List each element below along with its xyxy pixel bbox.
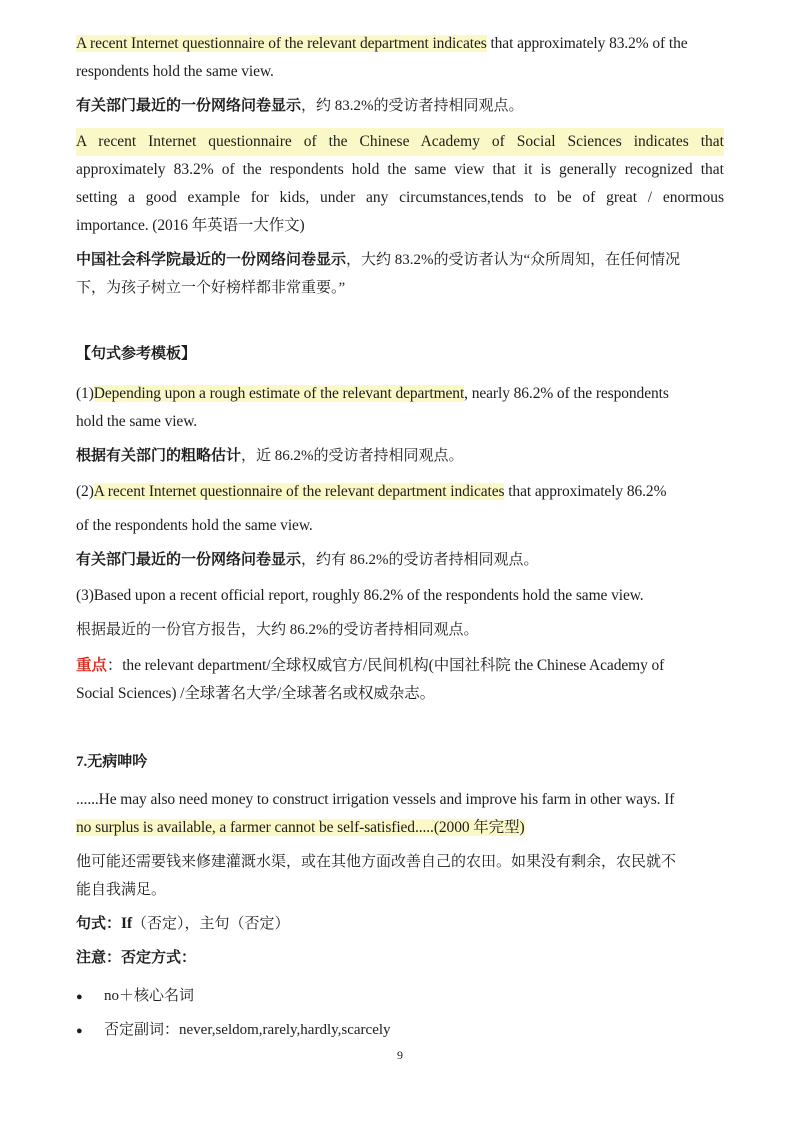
section-7-passage: ......He may also need money to construct irrigation vessels and improve his farm in other ways. If no surplus is available, a farmer cannot be self-satisfied.....(2000 年完型)	[76, 791, 675, 836]
section-title-7: 7.无病呻吟	[76, 754, 148, 770]
key-points: 重点：the relevant department/全球权威官方/民间机构(中国社科院 the Chinese Academy of Social Sciences) /全球著名大学/全球著名或权威杂志。	[76, 657, 665, 702]
example-sentence-2: A recent Internet questionnaire of the Chinese Academy of Social Sciences indicates that approximately 83.2% of the respondents hold the same view that it is generally recognized that setting a good example for kids, under any circumstances,tends to be of great / enormous importance. (2016 年英语一大作文)	[76, 128, 724, 240]
note-heading: 注意：否定方式：	[76, 950, 197, 966]
example-sentence-1: A recent Internet questionnaire of the relevant department indicates that approximately 83.2% of the respondents hold the same view.	[76, 35, 688, 80]
highlighted-phrase: Depending upon a rough estimate of the relevant department	[93, 385, 465, 402]
template-3-translation: 根据最近的一份官方报告，大约 86.2%的受访者持相同观点。	[76, 622, 479, 638]
template-2-translation: 有关部门最近的一份网络问卷显示，约有 86.2%的受访者持相同观点。	[76, 552, 539, 568]
highlighted-phrase: A recent Internet questionnaire of the relevant department indicates	[76, 35, 487, 52]
translation-1: 有关部门最近的一份网络问卷显示，约 83.2%的受访者持相同观点。	[76, 98, 524, 114]
template-3: (3)Based upon a recent official report, roughly 86.2% of the respondents hold the same view.	[76, 587, 644, 604]
translation-2: 中国社会科学院最近的一份网络问卷显示，大约 83.2%的受访者认为“众所周知，在任何情况 下，为孩子树立一个好榜样都非常重要。”	[76, 252, 681, 296]
template-1: (1)Depending upon a rough estimate of the relevant department, nearly 86.2% of the respondents hold the same view.	[76, 385, 669, 430]
section-title-templates: 【句式参考模板】	[76, 346, 197, 362]
list-item: ● no＋核心名词	[76, 982, 194, 1011]
bullet-icon: ●	[76, 1024, 83, 1037]
highlighted-phrase: A recent Internet questionnaire of the relevant department indicates	[93, 483, 505, 500]
page-number: 9	[397, 1048, 403, 1062]
section-7-translation: 他可能还需要钱来修建灌溉水渠，或在其他方面改善自己的农田。如果没有剩余，农民就不 能自我满足。	[76, 854, 677, 898]
template-2: (2)A recent Internet questionnaire of the relevant department indicates that approximately 86.2% of the respondents hold the same view.	[76, 483, 667, 534]
key-label: 重点	[76, 657, 107, 674]
bullet-icon: ●	[76, 990, 83, 1003]
template-1-translation: 根据有关部门的粗略估计，近 86.2%的受访者持相同观点。	[76, 448, 464, 464]
list-item: ● 否定副词：never,seldom,rarely,hardly,scarcely	[76, 1016, 391, 1045]
sentence-pattern: 句式：If（否定），主句（否定）	[76, 915, 290, 932]
